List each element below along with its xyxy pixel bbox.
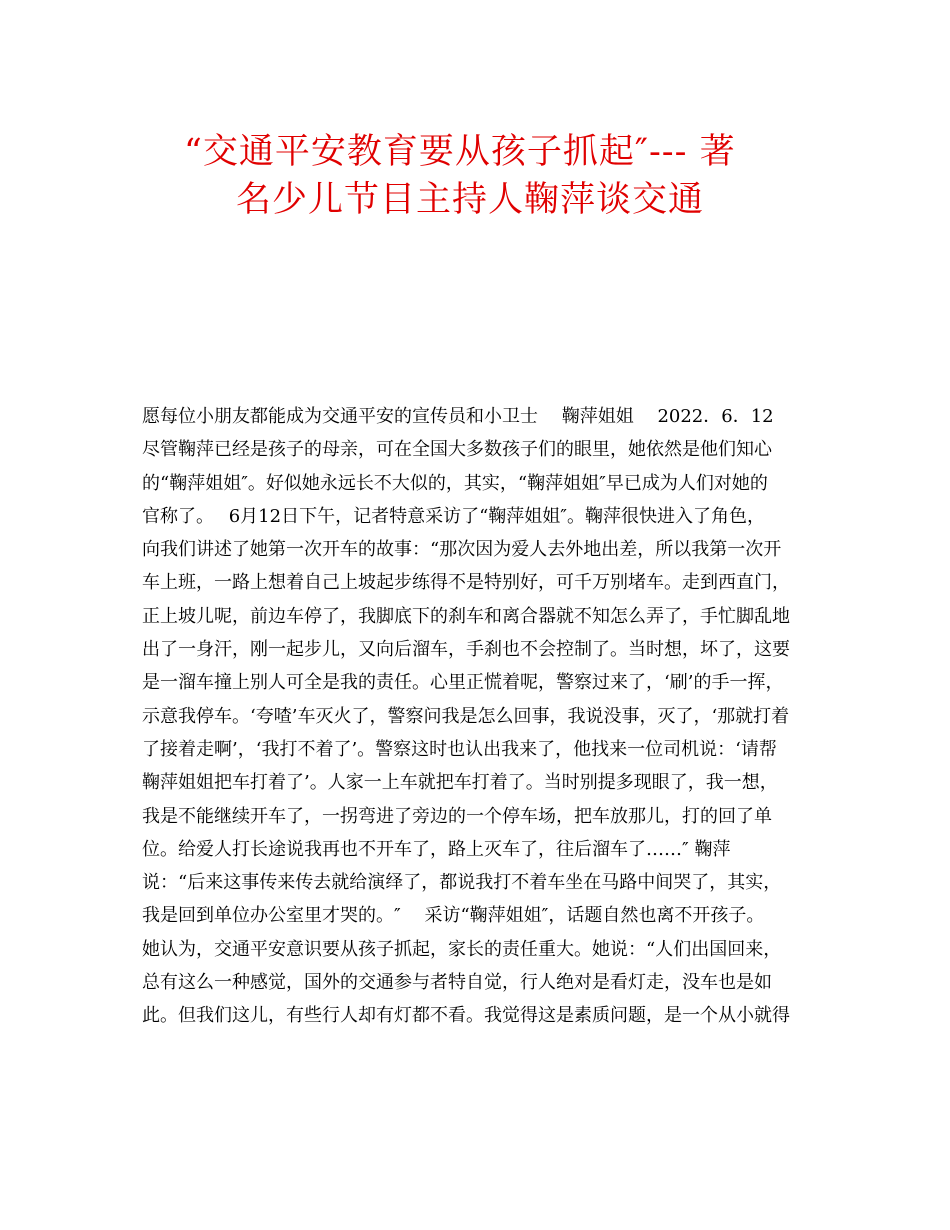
document-title [140,128,830,224]
body-line: 车上班，一路上想着自己上坡起步练得不是特别好，可千万别堵车。走到西直门， [142,572,790,594]
body-line: 向我们讲述了她第一次开车的故事：“那次因为爱人去外地出差，所以我第一次开 [142,539,782,561]
document-body [142,400,822,1033]
body-line: 愿每位小朋友都能成为交通平安的宣传员和小卫士 鞠萍姐姐 2022．6．12 [142,406,774,427]
body-line: 她认为，交通平安意识要从孩子抓起，家长的责任重大。她说：“人们出国回来， [142,938,782,960]
body-line: 尽管鞠萍已经是孩子的母亲，可在全国大多数孩子们的眼里，她依然是他们知心 [142,439,772,461]
body-line: 此。但我们这儿，有些行人却有灯都不看。我觉得这是素质问题，是一个从小就得 [142,1005,790,1027]
body-line: 的“鞠萍姐姐″。好似她永远长不大似的，其实，“鞠萍姐姐″早已成为人们对她的 [142,472,768,494]
body-line: 说：“后来这事传来传去就给演绎了，都说我打不着车坐在马路中间哭了，其实， [142,872,782,894]
body-line: 正上坡儿呢，前边车停了，我脚底下的刹车和离合器就不知怎么弄了，手忙脚乱地 [142,605,790,627]
body-line: 示意我停车。‘夸喳’车灭火了，警察问我是怎么回事，我说没事，灭了，‘那就打着 [142,705,790,727]
body-line: 鞠萍姐姐把车打着了’。人家一上车就把车打着了。当时别提多现眼了，我一想， [142,772,778,794]
body-line: 我是不能继续开车了，一拐弯进了旁边的一个停车场，把车放那儿，打的回了单 [142,805,772,827]
title-line-1: “交通平安教育要从孩子抓起″--- 著 [184,132,736,172]
body-line: 官称了。 6月12日下午，记者特意采访了“鞠萍姐姐″。鞠萍很快进入了角色， [142,505,766,527]
body-line: 总有这么一种感觉，国外的交通参与者特自觉，行人绝对是看灯走，没车也是如 [142,972,772,994]
body-line: 是一溜车撞上别人可全是我的责任。心里正慌着呢，警察过来了，‘刷’的手一挥， [142,672,784,694]
body-line: 位。给爱人打长途说我再也不开车了，路上灭车了，往后溜车了……″ 鞠萍 [142,838,731,860]
body-line: 了接着走啊’，‘我打不着了’。警察这时也认出我来了，他找来一位司机说：‘请帮 [142,738,777,760]
body-line: 我是回到单位办公室里才哭的。″ 采访“鞠萍姐姐″，话题自然也离不开孩子。 [142,905,765,927]
body-line: 出了一身汗，刚一起步儿，又向后溜车，手刹也不会控制了。当时想，坏了，这要 [142,639,790,661]
title-line-2: 名少儿节目主持人鞠萍谈交通 [236,180,705,220]
